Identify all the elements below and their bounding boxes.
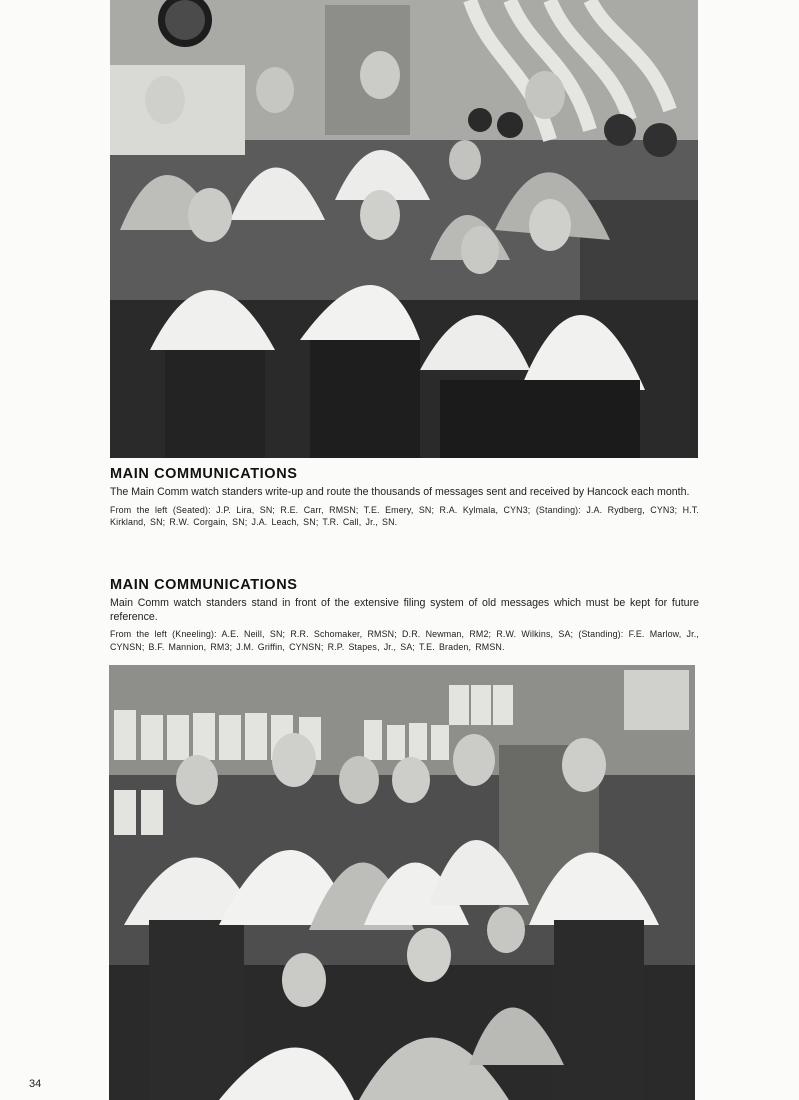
section-names-list: From the left (Seated): J.P. Lira, SN; R.E. Carr, RMSN; T.E. Emery, SN; R.A. Kylmala, CYN3; (Standing): J.A. Rydberg, CYN3; H.T. Kirkland, SN; R.W. Corgain, SN; J.A. Leach, SN; T.R. Call, Jr., SN. (110, 504, 699, 528)
section-heading: MAIN COMMUNICATIONS (110, 466, 298, 482)
page-number: 34 (29, 1078, 42, 1090)
caption-section-seated (110, 466, 699, 529)
section-caption: The Main Comm watch standers write-up and route the thousands of messages sent and received by Hancock each month. (110, 486, 690, 498)
top-group-photo (110, 0, 698, 458)
section-names-list: From the left (Kneeling): A.E. Neill, SN; R.R. Schomaker, RMSN; D.R. Newman, RM2; R.W. Wilkins, SA; (Standing): F.E. Marlow, Jr., CYNSN; B.F. Mannion, RM3; J.M. Griffin, CYNSN; R.P. Stapes, Jr., SA; T.E. Braden, RMSN. (110, 629, 699, 652)
bottom-group-photo (109, 665, 695, 1100)
top-photo-illustration (110, 0, 698, 458)
section-caption: Main Comm watch standers stand in front of the extensive filing system of old messages which must be kept for future reference. (110, 597, 699, 623)
section-heading: MAIN COMMUNICATIONS (110, 577, 298, 593)
caption-section-kneeling (110, 577, 699, 653)
bottom-photo-illustration (109, 665, 695, 1100)
